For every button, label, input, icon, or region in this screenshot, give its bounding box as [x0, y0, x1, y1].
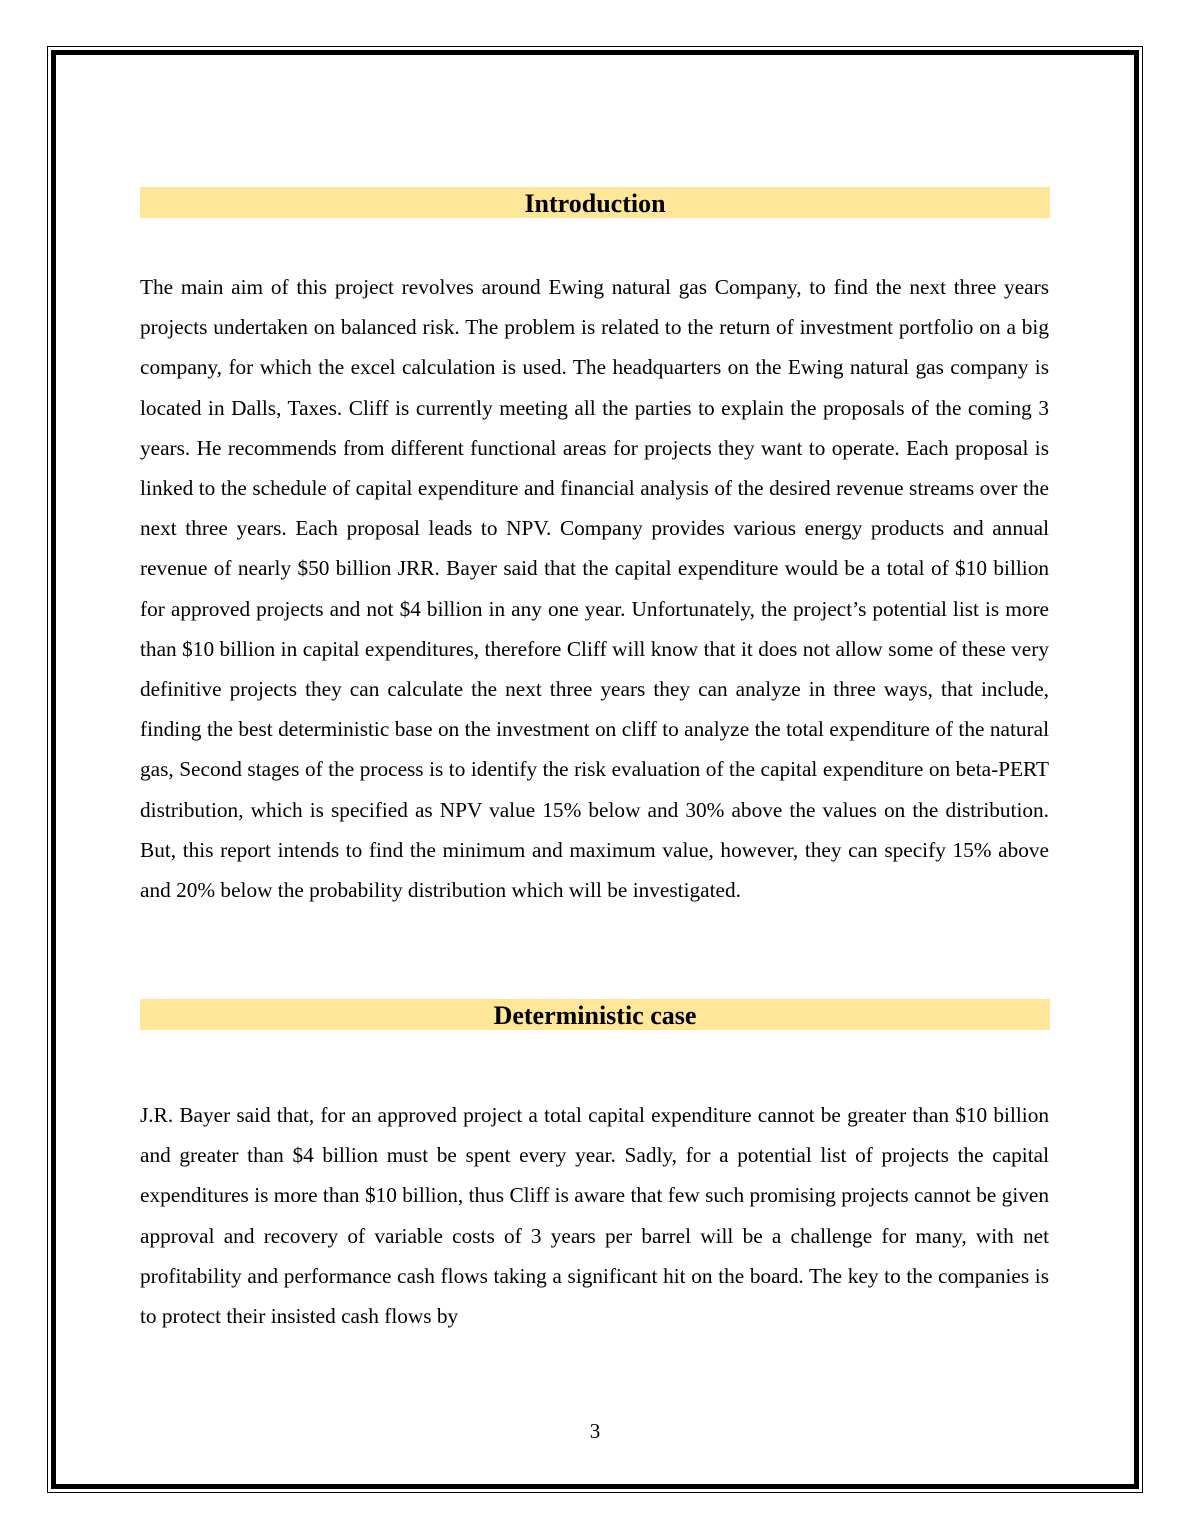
introduction-heading: Introduction — [140, 187, 1050, 218]
deterministic-case-heading: Deterministic case — [140, 999, 1050, 1030]
deterministic-case-paragraph: J.R. Bayer said that, for an approved project a total capital expenditure cannot be greater than $10 billion and greater than $4 billion must be spent every year. Sadly, for a potential list of projects the capital expenditures is more than $10 billion, thus Cliff is aware that few such promising projects cannot be given approval and recovery of variable costs of 3 years per barrel will be a challenge for many, with net profitability and performance cash flows taking a significant hit on the board. The key to the companies is to protect their insisted cash flows by — [140, 1103, 1049, 1329]
page-number: 3 — [589, 1419, 601, 1443]
introduction-paragraph: The main aim of this project revolves around Ewing natural gas Company, to find the next three years projects undertaken on balanced risk. The problem is related to the return of investment portfolio on a big company, for which the excel calculation is used. The headquarters on the Ewing natural gas company is located in Dalls, Taxes. Cliff is currently meeting all the parties to explain the proposals of the coming 3 years. He recommends from different functional areas for projects they want to operate. Each proposal is linked to the schedule of capital expenditure and financial analysis of the desired revenue streams over the next three years. Each proposal leads to NPV. Company provides various energy products and annual revenue of nearly $50 billion JRR. Bayer said that the capital expenditure would be a total of $10 billion for approved projects and not $4 billion in any one year. Unfortunately, the project’s potential list is more than $10 billion in capital expenditures, therefore Cliff will know that it does not allow some of these very definitive projects they can calculate the next three years they can analyze in three ways, that include, finding the best deterministic base on the investment on cliff to analyze the total expenditure of the natural gas, Second stages of the process is to identify the risk evaluation of the capital expenditure on beta-PERT distribution, which is specified as NPV value 15% below and 30% above the values on the distribution. But, this report intends to find the minimum and maximum value, however, they can specify 15% above and 20% below the probability distribution which will be investigated. — [140, 275, 1049, 903]
